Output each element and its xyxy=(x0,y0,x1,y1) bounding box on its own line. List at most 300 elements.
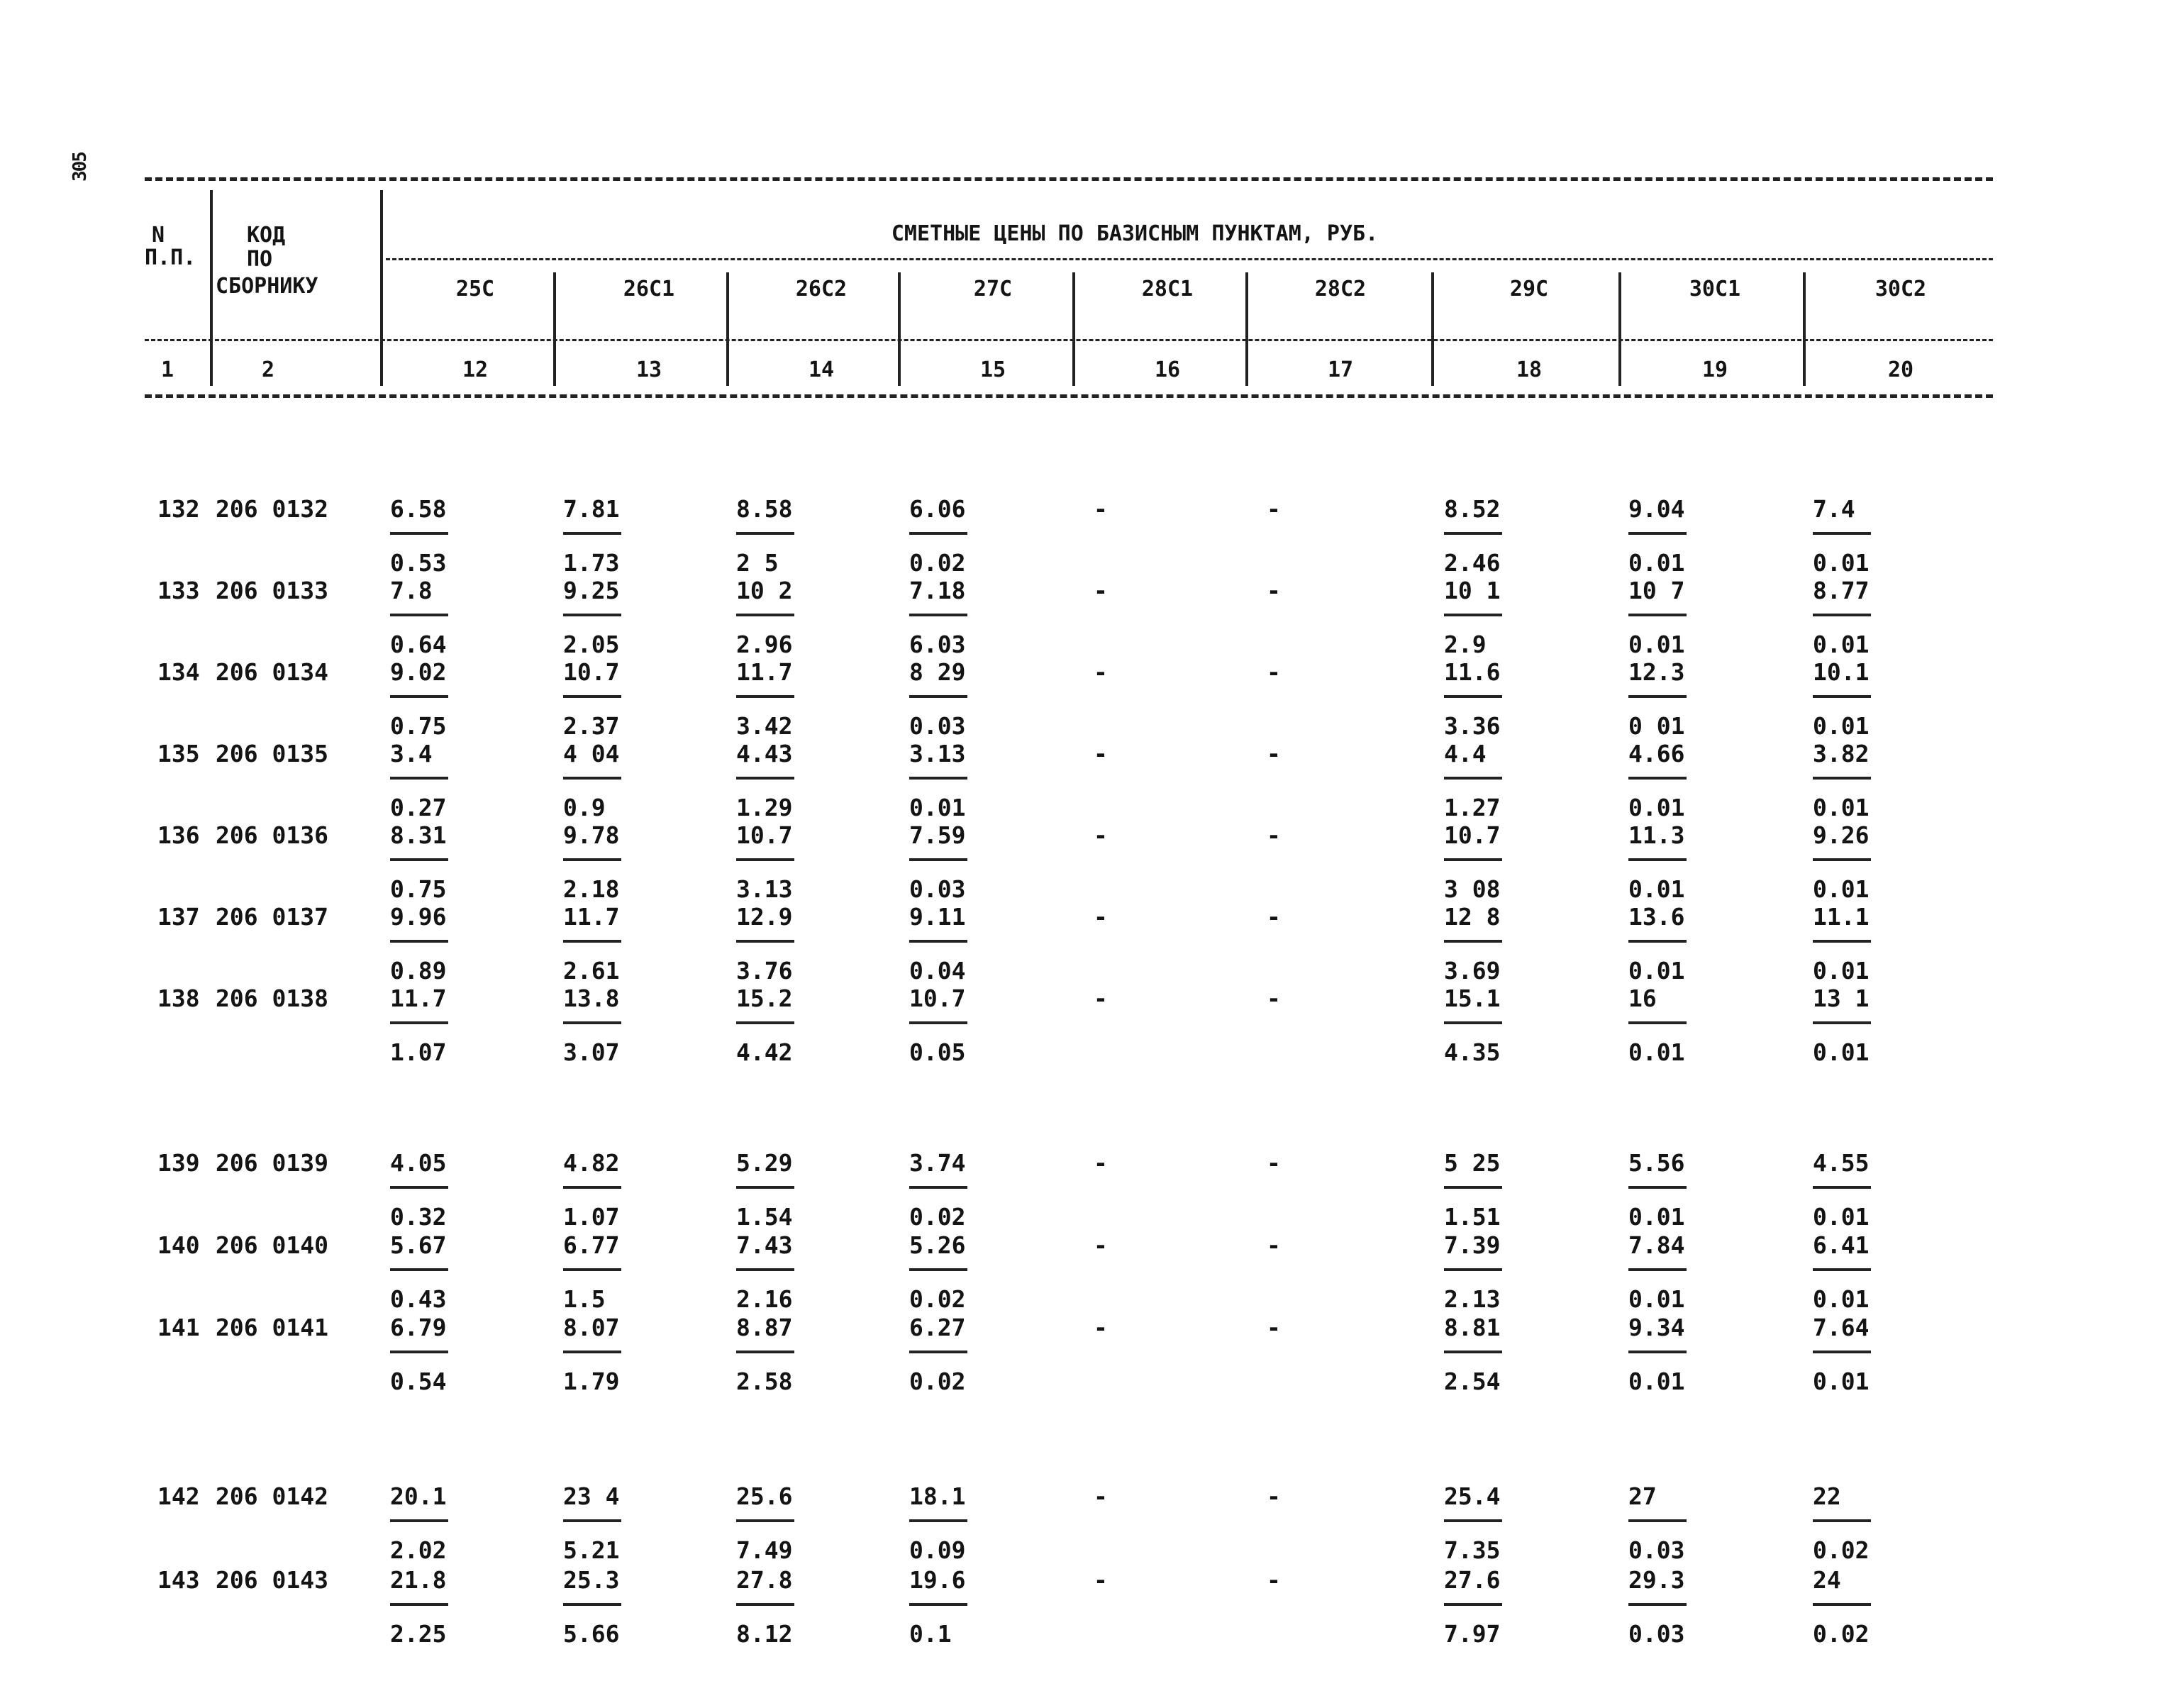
cell-price: 7.4 xyxy=(1813,495,1855,523)
fraction-bar xyxy=(1813,858,1871,861)
fraction-bar xyxy=(1444,532,1502,535)
cell-price: 8.52 xyxy=(1444,495,1501,523)
cell-price: 7.64 xyxy=(1813,1314,1870,1341)
fraction-bar xyxy=(736,1186,794,1189)
fraction-bar xyxy=(909,532,967,535)
cell-sub-value: 0.01 xyxy=(1813,1368,1870,1395)
rule-group-sub xyxy=(386,258,1993,260)
cell-sub-value: 4.35 xyxy=(1444,1038,1501,1066)
fraction-bar xyxy=(563,695,621,698)
fraction-bar xyxy=(1444,1519,1502,1522)
cell-sub-value: 0.01 xyxy=(1628,549,1685,577)
header-group-title: СМЕТНЫЕ ЦЕНЫ ПО БАЗИСНЫМ ПУНКТАМ, РУБ. xyxy=(891,221,1379,246)
cell-price: 5.29 xyxy=(736,1149,793,1177)
cell-dash: - xyxy=(1267,1314,1281,1341)
row-number: 141 xyxy=(157,1314,200,1341)
fraction-bar xyxy=(1628,1268,1687,1271)
cell-dash: - xyxy=(1094,740,1108,767)
fraction-bar xyxy=(909,1603,967,1606)
cell-sub-value: 0.9 xyxy=(563,794,606,821)
fraction-bar xyxy=(1813,1021,1871,1024)
cell-sub-value: 2.25 xyxy=(390,1620,447,1648)
cell-price: 3.4 xyxy=(390,740,433,767)
cell-price: 10.1 xyxy=(1813,658,1870,686)
cell-dash: - xyxy=(1267,740,1281,767)
fraction-bar xyxy=(736,1268,794,1271)
fraction-bar xyxy=(1444,777,1502,780)
vline-col-5 xyxy=(898,272,901,386)
header-code-2: ПО xyxy=(247,247,273,272)
cell-price: 4.82 xyxy=(563,1149,620,1177)
cell-dash: - xyxy=(1094,903,1108,931)
row-code: 206 0132 xyxy=(216,495,328,523)
cell-price: 4.05 xyxy=(390,1149,447,1177)
row-number: 143 xyxy=(157,1566,200,1594)
fraction-bar xyxy=(736,1351,794,1353)
cell-price: 8.58 xyxy=(736,495,793,523)
cell-sub-value: 2.18 xyxy=(563,875,620,903)
cell-sub-value: 0.01 xyxy=(1813,549,1870,577)
fraction-bar xyxy=(1444,614,1502,616)
cell-sub-value: 1.79 xyxy=(563,1368,620,1395)
fraction-bar xyxy=(1813,1519,1871,1522)
cell-sub-value: 3.42 xyxy=(736,712,793,740)
cell-price: 9.25 xyxy=(563,577,620,604)
header-number-1: 1 xyxy=(160,357,174,382)
cell-price: 7.84 xyxy=(1628,1231,1685,1259)
header-number-4: 13 xyxy=(635,357,662,382)
cell-sub-value: 8.12 xyxy=(736,1620,793,1648)
cell-price: 9.02 xyxy=(390,658,447,686)
fraction-bar xyxy=(1444,1021,1502,1024)
fraction-bar xyxy=(736,532,794,535)
cell-dash: - xyxy=(1267,1149,1281,1177)
cell-sub-value: 0.01 xyxy=(1628,957,1685,985)
fraction-bar xyxy=(736,695,794,698)
cell-price: 11.7 xyxy=(390,985,447,1012)
cell-sub-value: 5.66 xyxy=(563,1620,620,1648)
fraction-bar xyxy=(1628,858,1687,861)
cell-price: 29.3 xyxy=(1628,1566,1685,1594)
cell-price: 13.8 xyxy=(563,985,620,1012)
fraction-bar xyxy=(563,858,621,861)
fraction-bar xyxy=(563,532,621,535)
cell-price: 8.31 xyxy=(390,821,447,849)
vline-col-3 xyxy=(553,272,556,386)
cell-sub-value: 0.01 xyxy=(909,794,966,821)
cell-price: 19.6 xyxy=(909,1566,966,1594)
cell-price: 7.18 xyxy=(909,577,966,604)
cell-sub-value: 2 5 xyxy=(736,549,779,577)
cell-sub-value: 0.64 xyxy=(390,631,447,658)
cell-sub-value: 3.13 xyxy=(736,875,793,903)
cell-sub-value: 7.97 xyxy=(1444,1620,1501,1648)
cell-sub-value: 2.54 xyxy=(1444,1368,1501,1395)
cell-price: 8.81 xyxy=(1444,1314,1501,1341)
cell-sub-value: 2.61 xyxy=(563,957,620,985)
fraction-bar xyxy=(1813,614,1871,616)
cell-sub-value: 2.58 xyxy=(736,1368,793,1395)
fraction-bar xyxy=(390,695,448,698)
row-number: 133 xyxy=(157,577,200,604)
cell-sub-value: 3.36 xyxy=(1444,712,1501,740)
cell-sub-value: 2.46 xyxy=(1444,549,1501,577)
fraction-bar xyxy=(909,1268,967,1271)
header-point-3: 26С2 xyxy=(795,277,848,301)
cell-sub-value: 0.04 xyxy=(909,957,966,985)
cell-price: 22 xyxy=(1813,1482,1841,1510)
cell-dash: - xyxy=(1267,658,1281,686)
cell-price: 6.58 xyxy=(390,495,447,523)
cell-sub-value: 0.01 xyxy=(1628,1038,1685,1066)
fraction-bar xyxy=(390,1021,448,1024)
cell-price: 3.13 xyxy=(909,740,966,767)
cell-price: 8.77 xyxy=(1813,577,1870,604)
fraction-bar xyxy=(563,1268,621,1271)
cell-sub-value: 0.01 xyxy=(1813,875,1870,903)
fraction-bar xyxy=(909,695,967,698)
row-code: 206 0136 xyxy=(216,821,328,849)
fraction-bar xyxy=(736,777,794,780)
header-number-5: 14 xyxy=(808,357,835,382)
cell-price: 16 xyxy=(1628,985,1657,1012)
cell-price: 8.07 xyxy=(563,1314,620,1341)
cell-price: 5.26 xyxy=(909,1231,966,1259)
cell-sub-value: 0.03 xyxy=(909,875,966,903)
cell-sub-value: 0.01 xyxy=(1628,1285,1685,1313)
cell-dash: - xyxy=(1267,985,1281,1012)
cell-sub-value: 0.03 xyxy=(1628,1620,1685,1648)
row-number: 135 xyxy=(157,740,200,767)
fraction-bar xyxy=(390,777,448,780)
cell-dash: - xyxy=(1094,577,1108,604)
cell-sub-value: 2.96 xyxy=(736,631,793,658)
cell-price: 8 29 xyxy=(909,658,966,686)
cell-dash: - xyxy=(1094,495,1108,523)
vline-col-9 xyxy=(1618,272,1621,386)
cell-price: 27.8 xyxy=(736,1566,793,1594)
cell-price: 27 xyxy=(1628,1482,1657,1510)
cell-sub-value: 1.5 xyxy=(563,1285,606,1313)
cell-price: 21.8 xyxy=(390,1566,447,1594)
cell-sub-value: 4.42 xyxy=(736,1038,793,1066)
cell-dash: - xyxy=(1267,821,1281,849)
fraction-bar xyxy=(736,1603,794,1606)
fraction-bar xyxy=(1813,1351,1871,1353)
cell-sub-value: 1.27 xyxy=(1444,794,1501,821)
cell-sub-value: 0.01 xyxy=(1813,631,1870,658)
header-number-2: 2 xyxy=(261,357,275,382)
fraction-bar xyxy=(1813,532,1871,535)
cell-price: 3.74 xyxy=(909,1149,966,1177)
cell-sub-value: 1.51 xyxy=(1444,1203,1501,1231)
cell-dash: - xyxy=(1094,1314,1108,1341)
fraction-bar xyxy=(1813,1603,1871,1606)
cell-price: 6.41 xyxy=(1813,1231,1870,1259)
row-code: 206 0141 xyxy=(216,1314,328,1341)
cell-sub-value: 0.01 xyxy=(1813,794,1870,821)
cell-price: 20.1 xyxy=(390,1482,447,1510)
fraction-bar xyxy=(1813,695,1871,698)
fraction-bar xyxy=(1628,1519,1687,1522)
vline-2 xyxy=(380,190,383,386)
cell-price: 9.26 xyxy=(1813,821,1870,849)
cell-price: 6.06 xyxy=(909,495,966,523)
row-code: 206 0135 xyxy=(216,740,328,767)
cell-sub-value: 0.02 xyxy=(909,1285,966,1313)
fraction-bar xyxy=(390,1519,448,1522)
cell-dash: - xyxy=(1267,1566,1281,1594)
cell-price: 25.4 xyxy=(1444,1482,1501,1510)
cell-price: 7.81 xyxy=(563,495,620,523)
cell-sub-value: 0.01 xyxy=(1813,957,1870,985)
header-pp: П.П. xyxy=(145,245,196,270)
cell-sub-value: 0.75 xyxy=(390,875,447,903)
header-point-1: 25С xyxy=(455,277,495,301)
cell-sub-value: 0.43 xyxy=(390,1285,447,1313)
cell-sub-value: 0.27 xyxy=(390,794,447,821)
fraction-bar xyxy=(1444,1268,1502,1271)
cell-sub-value: 0.02 xyxy=(909,549,966,577)
fraction-bar xyxy=(1444,940,1502,943)
fraction-bar xyxy=(1444,1351,1502,1353)
cell-sub-value: 0.02 xyxy=(909,1368,966,1395)
header-point-7: 29С xyxy=(1509,277,1549,301)
cell-price: 7.59 xyxy=(909,821,966,849)
vline-col-6 xyxy=(1072,272,1075,386)
cell-price: 10.7 xyxy=(736,821,793,849)
cell-price: 4.4 xyxy=(1444,740,1487,767)
cell-dash: - xyxy=(1094,658,1108,686)
row-code: 206 0133 xyxy=(216,577,328,604)
fraction-bar xyxy=(390,614,448,616)
cell-sub-value: 0.01 xyxy=(1813,1203,1870,1231)
cell-sub-value: 2.02 xyxy=(390,1536,447,1564)
row-code: 206 0143 xyxy=(216,1566,328,1594)
cell-sub-value: 2.13 xyxy=(1444,1285,1501,1313)
fraction-bar xyxy=(1444,1603,1502,1606)
cell-sub-value: 2.9 xyxy=(1444,631,1487,658)
cell-price: 4.43 xyxy=(736,740,793,767)
cell-price: 7.8 xyxy=(390,577,433,604)
fraction-bar xyxy=(563,614,621,616)
fraction-bar xyxy=(390,1186,448,1189)
fraction-bar xyxy=(390,532,448,535)
fraction-bar xyxy=(909,777,967,780)
cell-price: 10 1 xyxy=(1444,577,1501,604)
row-number: 140 xyxy=(157,1231,200,1259)
cell-price: 8.87 xyxy=(736,1314,793,1341)
fraction-bar xyxy=(390,940,448,943)
cell-price: 10 7 xyxy=(1628,577,1685,604)
fraction-bar xyxy=(1444,695,1502,698)
fraction-bar xyxy=(909,1351,967,1353)
row-number: 137 xyxy=(157,903,200,931)
header-point-6: 28С2 xyxy=(1314,277,1367,301)
row-code: 206 0134 xyxy=(216,658,328,686)
header-code-3: СБОРНИКУ xyxy=(216,274,318,299)
cell-sub-value: 2.16 xyxy=(736,1285,793,1313)
header-point-2: 26С1 xyxy=(623,277,675,301)
fraction-bar xyxy=(1628,940,1687,943)
cell-dash: - xyxy=(1267,903,1281,931)
cell-price: 23 4 xyxy=(563,1482,620,1510)
cell-price: 7.39 xyxy=(1444,1231,1501,1259)
fraction-bar xyxy=(736,1519,794,1522)
fraction-bar xyxy=(390,858,448,861)
cell-dash: - xyxy=(1267,1231,1281,1259)
fraction-bar xyxy=(1628,1603,1687,1606)
cell-sub-value: 0.01 xyxy=(1628,631,1685,658)
cell-sub-value: 0.89 xyxy=(390,957,447,985)
fraction-bar xyxy=(563,1519,621,1522)
cell-sub-value: 0.01 xyxy=(1628,794,1685,821)
cell-sub-value: 0.02 xyxy=(909,1203,966,1231)
rule-mid xyxy=(145,339,1993,341)
cell-price: 9.34 xyxy=(1628,1314,1685,1341)
fraction-bar xyxy=(563,1603,621,1606)
cell-price: 11.7 xyxy=(563,903,620,931)
cell-price: 24 xyxy=(1813,1566,1841,1594)
row-code: 206 0137 xyxy=(216,903,328,931)
row-number: 139 xyxy=(157,1149,200,1177)
cell-sub-value: 0.1 xyxy=(909,1620,952,1648)
rule-bottom xyxy=(145,394,1993,398)
fraction-bar xyxy=(563,940,621,943)
cell-price: 11.1 xyxy=(1813,903,1870,931)
cell-price: 10 2 xyxy=(736,577,793,604)
cell-price: 11.7 xyxy=(736,658,793,686)
cell-price: 15.1 xyxy=(1444,985,1501,1012)
cell-sub-value: 3.07 xyxy=(563,1038,620,1066)
cell-price: 5 25 xyxy=(1444,1149,1501,1177)
fraction-bar xyxy=(1628,1021,1687,1024)
cell-price: 10.7 xyxy=(563,658,620,686)
cell-sub-value: 7.49 xyxy=(736,1536,793,1564)
cell-sub-value: 0.05 xyxy=(909,1038,966,1066)
cell-price: 25.6 xyxy=(736,1482,793,1510)
cell-dash: - xyxy=(1094,1231,1108,1259)
header-point-4: 27С xyxy=(973,277,1013,301)
row-number: 134 xyxy=(157,658,200,686)
cell-price: 9.11 xyxy=(909,903,966,931)
cell-price: 6.27 xyxy=(909,1314,966,1341)
fraction-bar xyxy=(1813,940,1871,943)
header-n: N xyxy=(152,223,165,248)
cell-sub-value: 0.32 xyxy=(390,1203,447,1231)
cell-sub-value: 0.54 xyxy=(390,1368,447,1395)
cell-sub-value: 2.37 xyxy=(563,712,620,740)
header-point-9: 30С2 xyxy=(1874,277,1927,301)
cell-dash: - xyxy=(1094,1482,1108,1510)
cell-price: 6.79 xyxy=(390,1314,447,1341)
cell-price: 10.7 xyxy=(1444,821,1501,849)
cell-sub-value: 1.07 xyxy=(390,1038,447,1066)
header-number-3: 12 xyxy=(462,357,489,382)
fraction-bar xyxy=(390,1268,448,1271)
cell-sub-value: 0.53 xyxy=(390,549,447,577)
fraction-bar xyxy=(909,858,967,861)
header-number-10: 19 xyxy=(1701,357,1728,382)
vline-1 xyxy=(210,190,213,386)
cell-sub-value: 0.03 xyxy=(909,712,966,740)
fraction-bar xyxy=(1628,1351,1687,1353)
header-number-11: 20 xyxy=(1887,357,1914,382)
cell-price: 4.55 xyxy=(1813,1149,1870,1177)
cell-sub-value: 0 01 xyxy=(1628,712,1685,740)
fraction-bar xyxy=(736,1021,794,1024)
fraction-bar xyxy=(563,777,621,780)
cell-price: 15.2 xyxy=(736,985,793,1012)
cell-price: 27.6 xyxy=(1444,1566,1501,1594)
cell-price: 13.6 xyxy=(1628,903,1685,931)
row-number: 138 xyxy=(157,985,200,1012)
rule-top xyxy=(145,177,1993,181)
cell-price: 6.77 xyxy=(563,1231,620,1259)
cell-sub-value: 1.54 xyxy=(736,1203,793,1231)
cell-price: 12 8 xyxy=(1444,903,1501,931)
fraction-bar xyxy=(1813,1186,1871,1189)
page-number: 305 xyxy=(70,152,91,182)
cell-sub-value: 0.01 xyxy=(1628,1203,1685,1231)
fraction-bar xyxy=(736,614,794,616)
fraction-bar xyxy=(909,1186,967,1189)
cell-price: 9.78 xyxy=(563,821,620,849)
header-code-1: КОД xyxy=(247,223,286,248)
cell-price: 5.67 xyxy=(390,1231,447,1259)
fraction-bar xyxy=(563,1186,621,1189)
row-number: 136 xyxy=(157,821,200,849)
fraction-bar xyxy=(1444,1186,1502,1189)
cell-dash: - xyxy=(1267,495,1281,523)
cell-price: 13 1 xyxy=(1813,985,1870,1012)
cell-sub-value: 0.01 xyxy=(1628,1368,1685,1395)
fraction-bar xyxy=(736,940,794,943)
header-point-8: 30С1 xyxy=(1689,277,1741,301)
row-number: 142 xyxy=(157,1482,200,1510)
cell-sub-value: 0.01 xyxy=(1813,1285,1870,1313)
vline-col-10 xyxy=(1803,272,1806,386)
fraction-bar xyxy=(736,858,794,861)
fraction-bar xyxy=(909,614,967,616)
row-code: 206 0142 xyxy=(216,1482,328,1510)
cell-price: 4 04 xyxy=(563,740,620,767)
header-number-8: 17 xyxy=(1327,357,1354,382)
cell-dash: - xyxy=(1094,1149,1108,1177)
fraction-bar xyxy=(390,1351,448,1353)
fraction-bar xyxy=(1628,695,1687,698)
cell-price: 7.43 xyxy=(736,1231,793,1259)
fraction-bar xyxy=(909,1519,967,1522)
row-number: 132 xyxy=(157,495,200,523)
cell-price: 4.66 xyxy=(1628,740,1685,767)
fraction-bar xyxy=(1628,532,1687,535)
cell-sub-value: 3.76 xyxy=(736,957,793,985)
cell-sub-value: 3 08 xyxy=(1444,875,1501,903)
fraction-bar xyxy=(1444,858,1502,861)
cell-price: 25.3 xyxy=(563,1566,620,1594)
cell-sub-value: 7.35 xyxy=(1444,1536,1501,1564)
row-code: 206 0138 xyxy=(216,985,328,1012)
cell-sub-value: 5.21 xyxy=(563,1536,620,1564)
vline-col-4 xyxy=(726,272,729,386)
fraction-bar xyxy=(1628,614,1687,616)
fraction-bar xyxy=(1813,777,1871,780)
header-point-5: 28С1 xyxy=(1141,277,1194,301)
cell-sub-value: 1.73 xyxy=(563,549,620,577)
fraction-bar xyxy=(909,1021,967,1024)
cell-price: 18.1 xyxy=(909,1482,966,1510)
